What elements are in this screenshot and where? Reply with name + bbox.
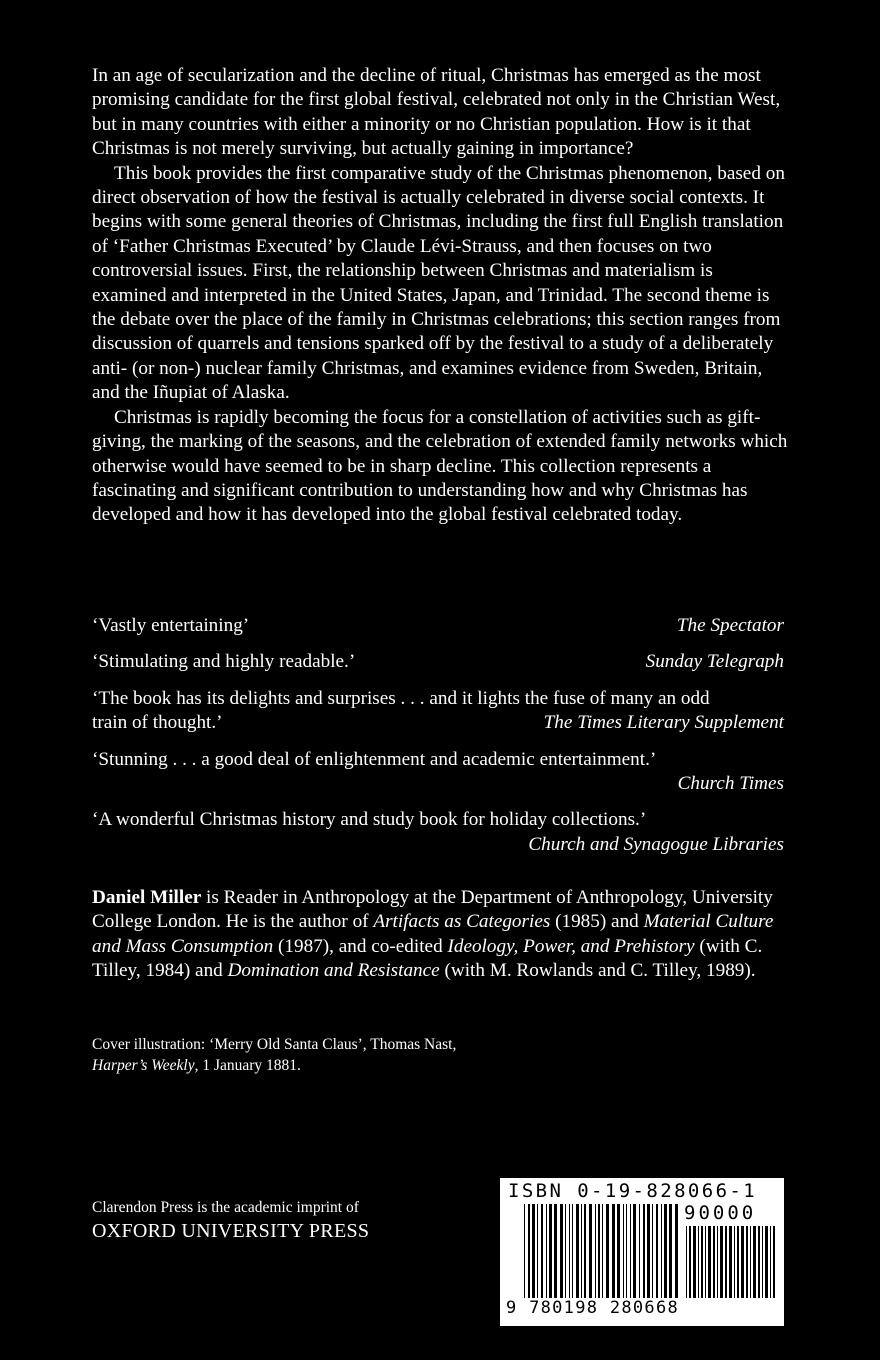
barcode-bar — [572, 1204, 573, 1300]
book-title: Material Culture and Mass Consumption — [92, 911, 774, 957]
barcode-bar — [661, 1204, 662, 1300]
review — [92, 808, 784, 857]
review — [92, 687, 784, 736]
barcode-bar — [626, 1204, 627, 1300]
credit-date: , 1 January 1881. — [194, 1057, 301, 1074]
barcode-bar — [698, 1226, 699, 1298]
review-source: The Spectator — [676, 615, 784, 636]
barcode-bar — [546, 1204, 547, 1300]
barcode-bar — [639, 1204, 640, 1300]
review-quote: ‘Vastly entertaining’ — [92, 615, 250, 636]
barcode-bar — [664, 1204, 667, 1300]
author-bio-text: (with C. Tilley, 1984) and — [92, 935, 763, 982]
ean-digits: 9 780198 280668 — [506, 1298, 680, 1318]
author-bio — [92, 886, 792, 984]
publisher-name: OXFORD UNIVERSITY PRESS — [92, 1220, 370, 1242]
blurb-paragraph-1: In an age of secularization and the decline of ritual, Christmas has emerged as the most promising candidate for the first global festival, celebrated not only in the Christian West, but in many countries with either a minority or no Christian population. How is it that Christmas is not merely surviving, but actually gaining in importance? — [92, 65, 781, 160]
review-source: Sunday Telegraph — [645, 651, 784, 673]
barcode-bar — [595, 1204, 596, 1300]
barcode-bar — [623, 1204, 624, 1300]
barcode-panel — [500, 1178, 784, 1326]
price-code: 90000 — [684, 1202, 757, 1224]
barcode-bar — [647, 1204, 650, 1300]
barcode-bar — [734, 1226, 735, 1298]
barcode-bar — [737, 1226, 739, 1298]
review — [92, 614, 784, 638]
barcode-bar — [549, 1204, 552, 1300]
blurb-paragraph-2: This book provides the first comparative study of the Christmas phenomenon, based on direct observation of how the festival is actually celebrated in diverse social contexts. It begins with some general theories of Christmas, including the first full English translation of ‘Father Christmas Executed’ by Claude Lévi-Strauss, and then focuses on two controversial issues. First, the relationship between Christmas and materialism is examined and interpreted in the United States, Japan, and Trinidad. The second theme is the debate over the place of the family in Christmas celebrations; this section ranges from discussion of quarrels and tensions sparked off by the festival to a study of a deliberately anti- (or non-) nuclear family Christmas, and examines evidence from Sweden, Britain, and the Iñupiat of Alaska. — [92, 162, 785, 404]
barcode-bar — [652, 1204, 653, 1300]
barcode-bar — [725, 1226, 727, 1298]
barcode-bar — [729, 1226, 732, 1298]
magazine-title: Harper’s Weekly — [92, 1057, 195, 1074]
barcode-bar — [617, 1204, 620, 1300]
barcode-bar — [537, 1204, 538, 1300]
barcode-bar — [720, 1226, 723, 1298]
review-quote: ‘The book has its delights and surprises . . . and it lights the fuse of many an odd train of thought.’ — [92, 687, 710, 734]
barcode-bar — [565, 1204, 566, 1300]
barcode-bar — [669, 1204, 672, 1300]
barcode-bar — [675, 1204, 678, 1300]
barcode-bar — [693, 1226, 696, 1298]
barcode-bar — [589, 1204, 592, 1300]
author-bio-text: is Reader in Anthropology at the Department of Anthropology, University College London. He is the author of — [92, 887, 773, 933]
book-title: Ideology, Power, and Prehistory — [447, 935, 695, 957]
barcode-bar — [633, 1204, 636, 1300]
barcode-bar — [524, 1204, 525, 1308]
barcode-bar — [612, 1204, 615, 1300]
barcode-bar — [584, 1204, 586, 1300]
barcode-bar — [741, 1226, 744, 1298]
barcode-bar — [762, 1226, 763, 1298]
author-bio-text: (with M. Rowlands and C. Tilley, 1989). — [439, 960, 756, 982]
review-source: The Times Literary Supplement — [543, 712, 784, 734]
barcode-bar — [753, 1226, 756, 1298]
barcode-bar — [773, 1226, 775, 1298]
barcode-bar — [541, 1204, 543, 1300]
barcode-bar — [656, 1204, 658, 1300]
barcode-bar — [569, 1204, 570, 1300]
review — [92, 748, 784, 797]
barcode-bar — [598, 1204, 600, 1300]
barcode-bar — [528, 1204, 530, 1308]
barcode-bar — [686, 1226, 687, 1298]
barcode-bar — [750, 1226, 751, 1298]
barcode-bar — [701, 1226, 703, 1298]
cover-credit-line: Cover illustration: ‘Merry Old Santa Claus’, Thomas Nast, — [92, 1036, 457, 1053]
barcode-bar — [576, 1204, 579, 1300]
book-title: Domination and Resistance — [227, 960, 440, 982]
blurb-paragraph-3: Christmas is rapidly becoming the focus for a constellation of activities such as gift-giving, the marking of the seasons, and the celebration of extended family networks which otherwise would have seemed to be in sharp decline. This collection represents a fascinating and significant contribution to understanding how and why Christmas has developed and how it has developed into the global festival celebrated today. — [92, 406, 788, 526]
barcode-bar — [554, 1204, 557, 1300]
barcode-bar — [770, 1226, 771, 1298]
book-title: Artifacts as Categories — [373, 911, 551, 933]
barcode-bar — [708, 1226, 711, 1298]
barcode-bar — [705, 1226, 706, 1298]
barcode-bar — [630, 1204, 631, 1300]
barcode-bar — [602, 1204, 603, 1300]
author-bio-text: (1985) and — [550, 911, 644, 933]
barcode-bar — [560, 1204, 563, 1300]
review-quote: ‘A wonderful Christmas history and study book for holiday collections.’ — [92, 809, 647, 831]
barcode-bar — [689, 1226, 691, 1298]
review-source: Church Times — [677, 773, 784, 795]
barcode-bar — [758, 1226, 760, 1298]
cover-credit — [92, 1034, 612, 1076]
barcode-bar — [713, 1226, 715, 1298]
barcode-bar — [643, 1204, 645, 1300]
review-quote: ‘Stunning . . . a good deal of enlightenment and academic entertainment.’ — [92, 748, 657, 770]
reviews — [92, 614, 784, 857]
barcode-bar — [746, 1226, 748, 1298]
blurb — [92, 64, 792, 528]
barcode-bar — [717, 1226, 718, 1298]
review — [92, 650, 784, 674]
review-source: Church and Synagogue Libraries — [528, 833, 784, 855]
barcode-bar — [532, 1204, 535, 1300]
author-bio-text: (1987), and co-edited — [273, 935, 448, 957]
barcode-bar — [581, 1204, 582, 1300]
publisher-imprint — [92, 1198, 492, 1244]
author-name: Daniel Miller — [92, 887, 202, 908]
isbn-label: ISBN 0-19-828066-1 — [508, 1180, 758, 1202]
barcode-bar — [765, 1226, 768, 1298]
imprint-line: Clarendon Press is the academic imprint of — [92, 1199, 359, 1216]
review-quote: ‘Stimulating and highly readable.’ — [92, 651, 356, 673]
barcode-bar — [606, 1204, 609, 1300]
